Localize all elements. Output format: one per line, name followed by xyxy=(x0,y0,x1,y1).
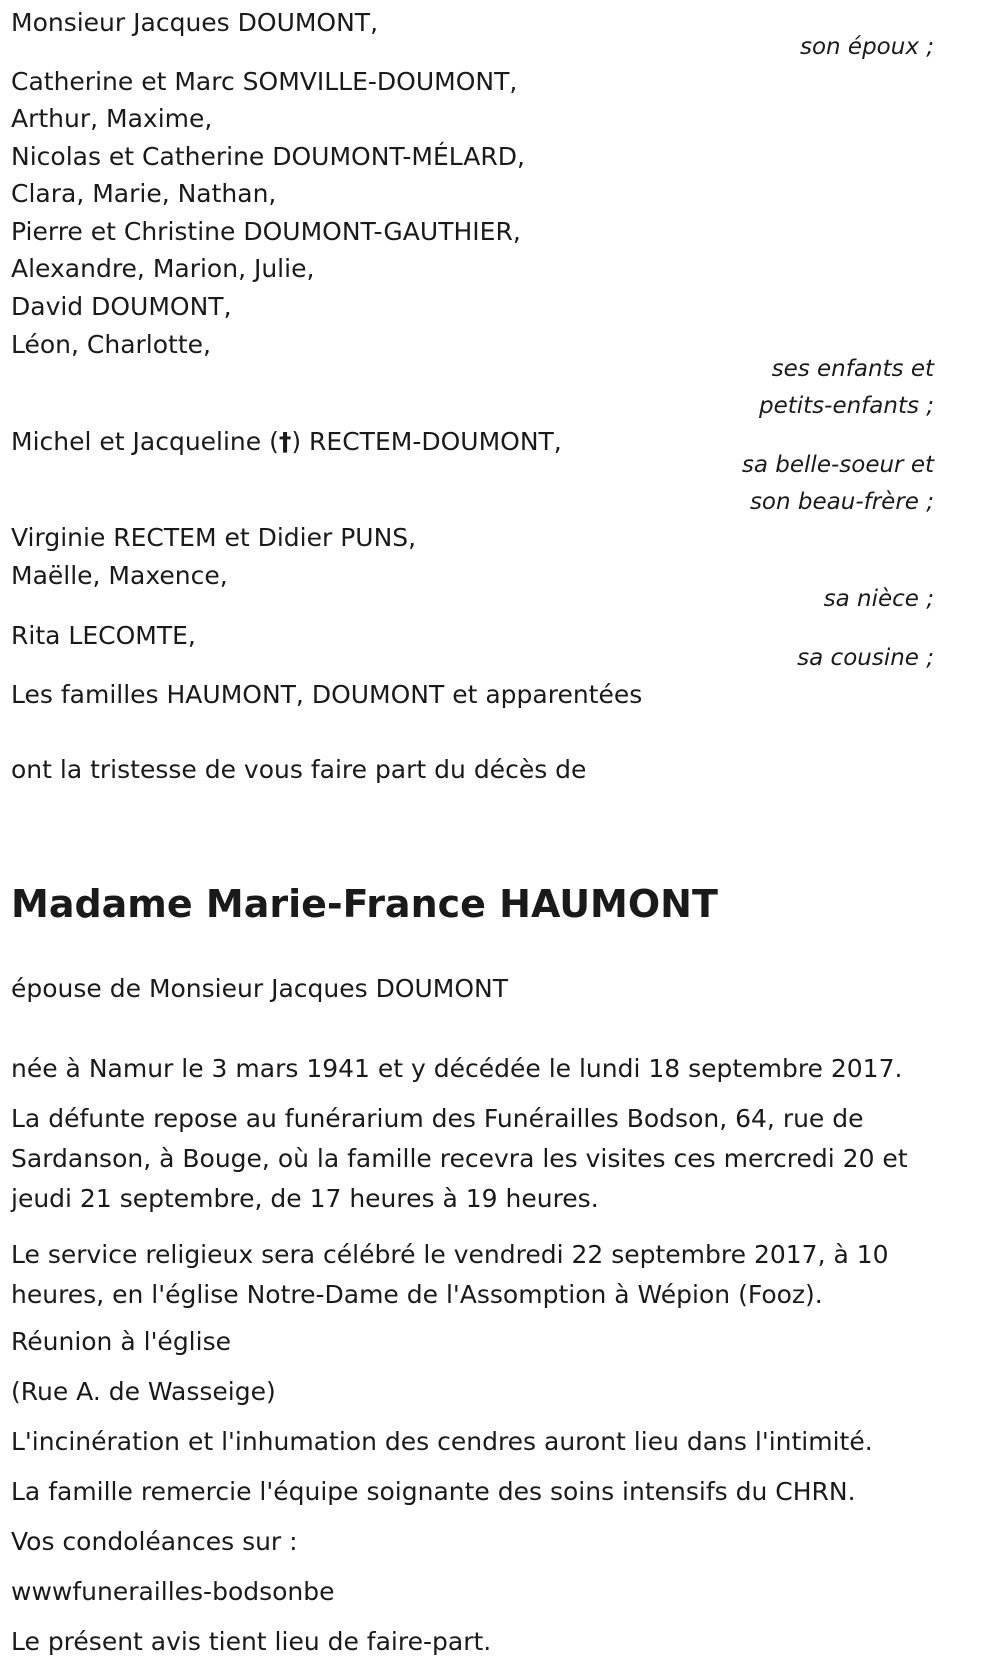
spouse-line: épouse de Monsieur Jacques DOUMONT xyxy=(11,974,509,1003)
inlaw-prefix: Michel et Jacqueline ( xyxy=(11,427,279,456)
children-role: ses enfants et xyxy=(771,356,934,382)
niece-names: Virginie RECTEM et Didier PUNS, xyxy=(11,523,417,552)
birth-death-paragraph: née à Namur le 3 mars 1941 et y décédée le lundi 18 septembre 2017. xyxy=(11,1054,903,1083)
family-member: Arthur, Maxime, xyxy=(11,104,213,133)
husband-name: Monsieur Jacques DOUMONT, xyxy=(11,8,379,37)
meeting-paragraph: Réunion à l'église xyxy=(11,1327,231,1356)
condolences-paragraph: Vos condoléances sur : xyxy=(11,1527,298,1556)
family-member: Clara, Marie, Nathan, xyxy=(11,179,277,208)
family-member: Alexandre, Marion, Julie, xyxy=(11,254,315,283)
niece-children: Maëlle, Maxence, xyxy=(11,561,228,590)
notice-paragraph: Le présent avis tient lieu de faire-part. xyxy=(11,1627,492,1656)
inlaw-role: son beau-frère ; xyxy=(749,489,934,515)
families-line: Les familles HAUMONT, DOUMONT et apparentées xyxy=(11,680,643,709)
inlaw-names xyxy=(11,427,562,457)
announcement-intro: ont la tristesse de vous faire part du décès de xyxy=(11,755,587,784)
family-member: Pierre et Christine DOUMONT-GAUTHIER, xyxy=(11,217,521,246)
cremation-paragraph: L'incinération et l'inhumation des cendres auront lieu dans l'intimité. xyxy=(11,1427,873,1456)
cousin-name: Rita LECOMTE, xyxy=(11,621,196,650)
inlaw-role: sa belle-soeur et xyxy=(741,452,934,478)
husband-role: son époux ; xyxy=(799,34,934,60)
family-member: David DOUMONT, xyxy=(11,292,232,321)
family-member: Catherine et Marc SOMVILLE-DOUMONT, xyxy=(11,67,518,96)
thanks-paragraph: La famille remercie l'équipe soignante des soins intensifs du CHRN. xyxy=(11,1477,856,1506)
address-paragraph: (Rue A. de Wasseige) xyxy=(11,1377,276,1406)
cross-icon: † xyxy=(278,427,292,456)
family-member: Nicolas et Catherine DOUMONT-MÉLARD, xyxy=(11,142,525,171)
service-paragraph: Le service religieux sera célébré le vendredi 22 septembre 2017, à 10 heures, en l'église Notre-Dame de l'Assomption à Wépion (Fooz). xyxy=(11,1240,889,1309)
deceased-name: Madame Marie-France HAUMONT xyxy=(11,882,718,926)
inlaw-suffix: ) RECTEM-DOUMONT, xyxy=(291,427,562,456)
cousin-role: sa cousine ; xyxy=(797,645,934,671)
children-role: petits-enfants ; xyxy=(758,393,934,419)
funerarium-paragraph: La défunte repose au funérarium des Funérailles Bodson, 64, rue de Sardanson, à Bouge, où la famille recevra les visites ces mercredi 20 et jeudi 21 septembre, de 17 heures à 19 heures. xyxy=(11,1104,908,1213)
website-paragraph: wwwfunerailles-bodsonbe xyxy=(11,1577,335,1606)
family-member: Léon, Charlotte, xyxy=(11,330,211,359)
niece-role: sa nièce ; xyxy=(823,586,934,612)
